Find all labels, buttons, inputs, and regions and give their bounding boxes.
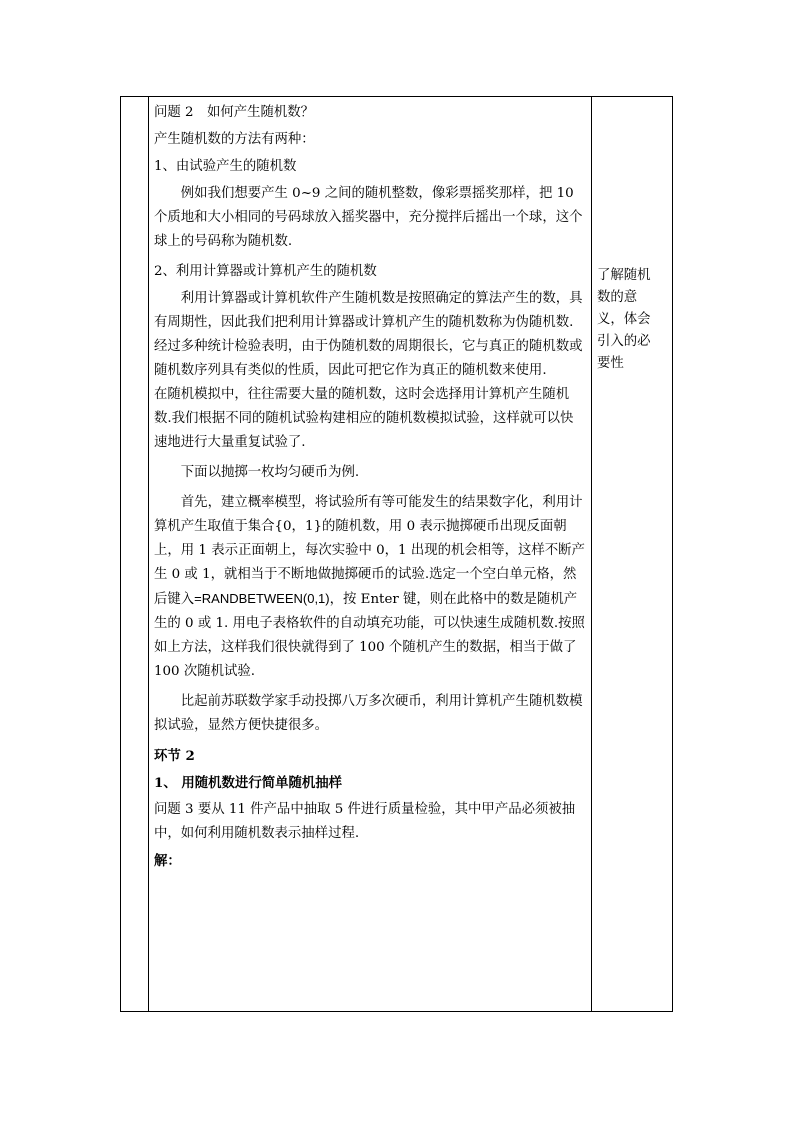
question-2: 问题 2 如何产生随机数？	[154, 105, 315, 120]
method-1-title: 1、由试验产生的随机数	[154, 159, 297, 174]
lesson-table	[120, 96, 673, 1012]
randbetween-formula: =RANDBETWEEN(0,1)	[194, 591, 330, 606]
method-2-title: 2、利用计算器或计算机产生的随机数	[154, 264, 377, 279]
coin-text-part-1: 首先，建立概率模型，将试验所有等可能发生的结果数字化，利用计算机产生取值于集合{0，1}的随机数，用 0 表示抛掷硬币出现反面朝上，用 1 表示正面朝上，每次实验中 0，1 出现的机会相等，这样不断产生 0 或 1，就相当于不断地做抛掷硬币的试验.选定一个空白单元格，然后键入	[154, 495, 585, 607]
solution-label: 解：	[154, 853, 181, 869]
method-1-body: 例如我们想要产生 0~9 之间的随机整数，像彩票摇奖那样，把 10 个质地和大小相同的号码球放入摇奖器中，充分搅拌后摇出一个球，这个球上的号码称为随机数.	[154, 186, 583, 249]
content-column	[154, 101, 586, 876]
methods-intro: 产生随机数的方法有两种：	[154, 132, 315, 147]
comparison-paragraph: 比起前苏联数学家手动投掷八万多次硬币，利用计算机产生随机数模拟试验，显然方便快捷很多。	[154, 694, 583, 733]
column-divider-left	[148, 97, 149, 1011]
question-3: 问题 3 要从 11 件产品中抽取 5 件进行质量检验，其中甲产品必须被抽中，如何利用随机数表示抽样过程.	[154, 802, 576, 841]
coin-text-part-2: ，按 Enter 键，则在此格中的数是随机产生的 0 或 1. 用电子表格软件的自动填充功能，可以快速生成随机数.按照如上方法，这样我们很快就得到了 100 个随机产生的数据，相当于做了 100 次随机试验.	[154, 592, 585, 679]
coin-example-paragraph	[154, 491, 586, 684]
side-note: 了解随机数的意义，体会引入的必要性	[597, 268, 651, 371]
column-divider-right	[591, 97, 592, 1011]
method-2-body: 利用计算器或计算机软件产生随机数是按照确定的算法产生的数，具有周期性，因此我们把利用计算器或计算机产生的随机数称为伪随机数.经过多种统计检验表明，由于伪随机数的周期很长，它与真正的随机数或随机数序列具有类似的性质，因此可把它作为真正的随机数来使用. 在随机模拟中，往往需要大量的随机数，这时会选择用计算机产生随机数.我们根据不同的随机试验构建相应的随机数模拟试验，这样就可以快速地进行大量重复试验了.	[154, 291, 583, 450]
section-2-subtitle: 1、 用随机数进行简单随机抽样	[154, 775, 343, 791]
coin-example-intro: 下面以抛掷一枚均匀硬币为例.	[180, 465, 360, 480]
section-2-title: 环节 2	[154, 748, 195, 764]
